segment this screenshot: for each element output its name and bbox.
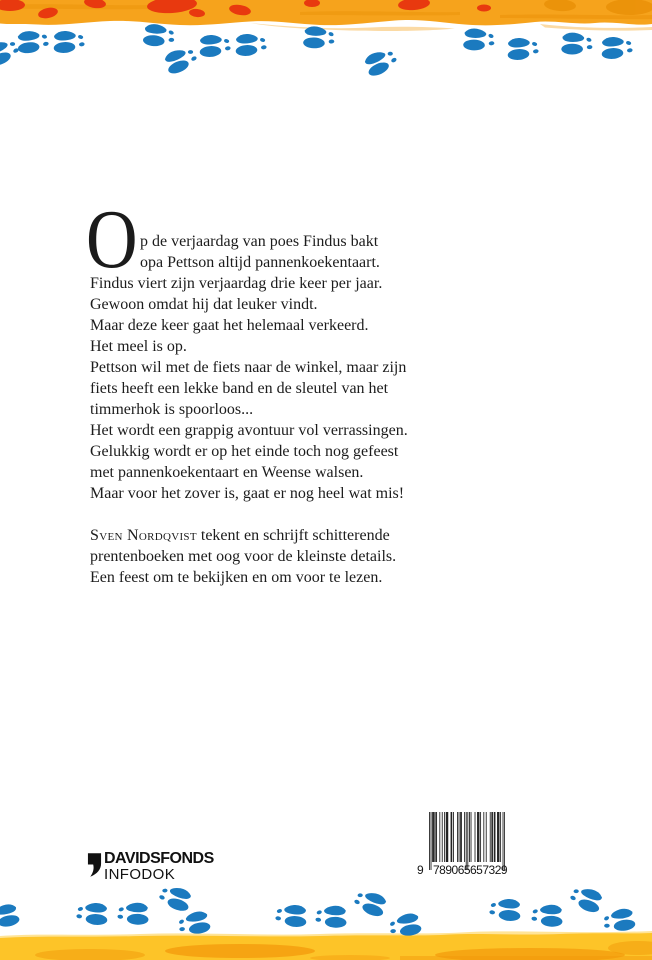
author-note <box>90 525 510 588</box>
blurb-line: Maar deze keer gaat het helemaal verkeerd. <box>90 317 369 334</box>
author-note-line <box>90 525 510 546</box>
watercolor-band-top <box>0 0 652 34</box>
footprint-icon <box>157 884 193 914</box>
watercolor-band-bottom <box>0 928 652 960</box>
footprint-icon <box>363 47 400 79</box>
publisher-name: DAVIDSFONDS <box>104 850 214 867</box>
footprint-icon <box>601 907 637 936</box>
isbn-right-group: 657329 <box>470 863 508 877</box>
blurb-line: Maar voor het zover is, gaat er nog heel wat mis! <box>90 485 405 502</box>
isbn-first-digit: 9 <box>417 863 424 877</box>
footprint-icon <box>275 905 307 928</box>
blurb-line: Het meel is op. <box>90 338 187 355</box>
author-note-line: prentenboeken met oog voor de kleinste details. <box>90 548 397 565</box>
blurb-line: Findus viert zijn verjaardag drie keer per jaar. <box>90 275 383 292</box>
blurb-line: p de verjaardag van poes Findus bakt <box>140 233 379 250</box>
footprint-icon <box>0 902 21 932</box>
footprint-icon <box>567 884 604 915</box>
author-note-text: tekent en schrijft schitterende <box>196 527 390 544</box>
footprint-icon <box>17 30 49 54</box>
footprint-icon <box>199 35 231 58</box>
author-note-line: Een feest om te bekijken en om voor te lezen. <box>90 569 383 586</box>
footprint-icon <box>507 38 539 61</box>
isbn-barcode <box>416 810 508 878</box>
blurb-line: Pettson wil met de fiets naar de winkel, maar zijn <box>90 359 407 376</box>
publisher-logo <box>87 851 214 882</box>
footprint-icon <box>176 909 212 939</box>
footprint-icon <box>561 32 594 57</box>
footprint-icon <box>462 28 495 53</box>
footprint-icon <box>315 905 347 929</box>
blurb-line: met pannenkoekentaart en Weense walsen. <box>90 464 364 481</box>
footprint-icon <box>235 34 267 57</box>
isbn-left-group: 789065 <box>433 863 471 877</box>
barcode-bars <box>429 812 505 870</box>
blurb-line: timmerhok is spoorloos... <box>90 401 254 418</box>
blurb-line: fiets heeft een lekke band en de sleutel van het <box>90 380 389 397</box>
footprint-icon <box>163 45 200 76</box>
footprint-icon <box>117 902 149 926</box>
blurb-line: Het wordt een grappig avontuur vol verrassingen. <box>90 422 408 439</box>
footprint-icon <box>53 31 85 54</box>
blurb-line: Gelukkig wordt er op het einde toch nog gefeest <box>90 443 399 460</box>
footprint-icon <box>142 23 176 50</box>
footprint-icon <box>387 911 423 941</box>
author-name: Sven Nordqvist <box>90 527 197 544</box>
blurb-line: Gewoon omdat hij dat leuker vindt. <box>90 296 318 313</box>
davidsfonds-logo-icon <box>87 852 102 878</box>
publisher-imprint: INFODOK <box>104 866 176 883</box>
blurb-line: opa Pettson altijd pannenkoekentaart. <box>140 254 380 271</box>
footprint-icon <box>351 888 388 919</box>
footprint-icon <box>531 904 563 928</box>
drop-cap: O <box>86 193 138 286</box>
footprint-icon <box>76 903 108 926</box>
blurb <box>90 231 510 504</box>
footprint-icon <box>489 899 521 922</box>
footprint-icon <box>302 25 336 51</box>
footprint-icon <box>601 37 633 60</box>
footprint-icon <box>0 37 22 68</box>
